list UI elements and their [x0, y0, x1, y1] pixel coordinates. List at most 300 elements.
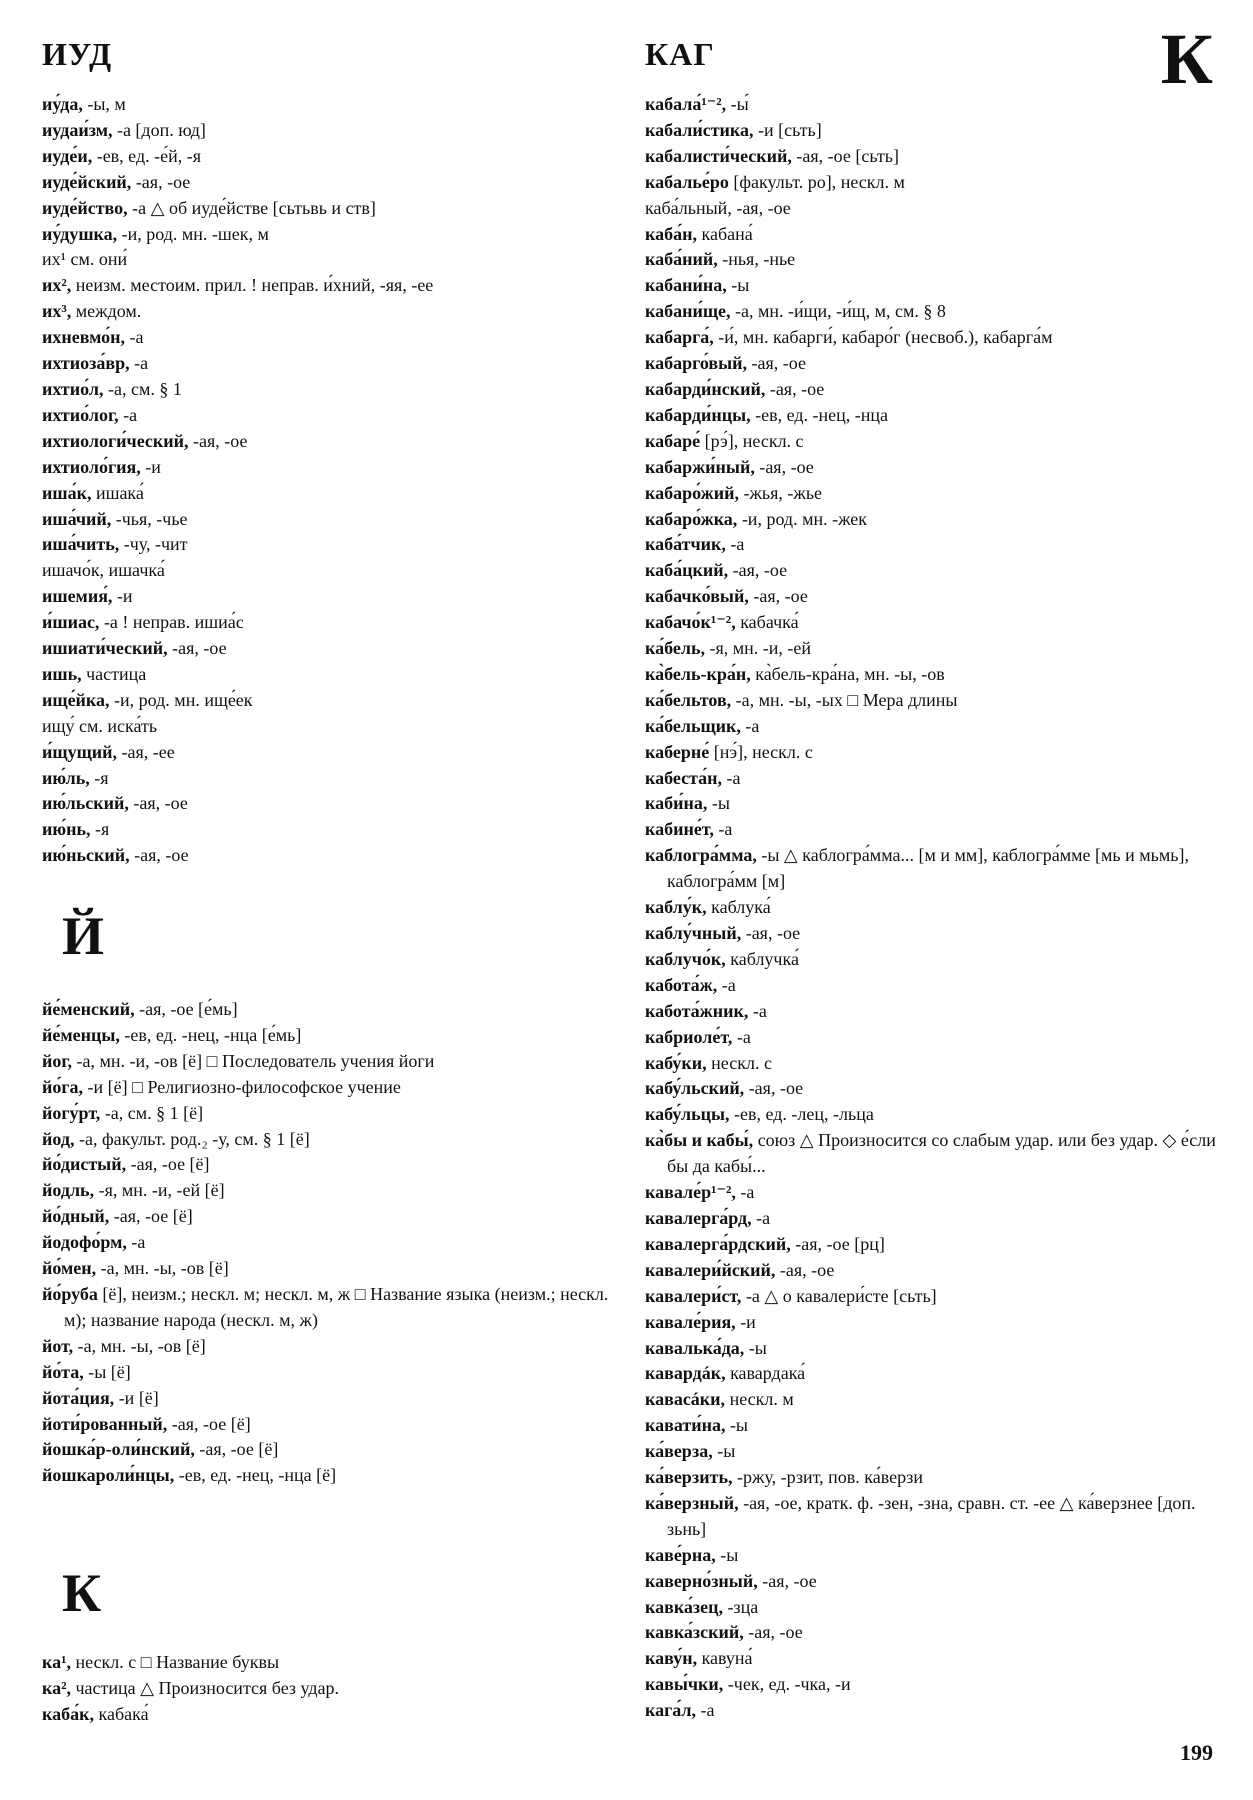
dictionary-entry — [42, 351, 612, 377]
entry-headword: каблу́к, — [645, 897, 707, 918]
dictionary-entry — [42, 740, 612, 766]
entry-headword: йо́мен, — [42, 1258, 97, 1279]
dictionary-entry — [42, 196, 612, 222]
dictionary-entry — [645, 1413, 1220, 1439]
entry-headword: йот, — [42, 1335, 74, 1356]
entry-text: -я — [89, 767, 109, 788]
right-running-head: КАГ — [645, 36, 715, 72]
dictionary-entry — [42, 1127, 622, 1153]
entry-text: нескл. с □ Название буквы — [71, 1652, 280, 1672]
dictionary-entry — [645, 1206, 1220, 1232]
dictionary-entry — [42, 1676, 612, 1702]
entry-headword: иша́к, — [42, 482, 92, 503]
entry-text: -ая, -ое — [129, 845, 189, 866]
dictionary-entry — [645, 1310, 1220, 1336]
entry-text: -ая, -ое — [744, 1078, 804, 1099]
entry-text: -а, мн. -ы, -ов [ё] — [96, 1258, 229, 1279]
dictionary-entry — [645, 558, 1220, 584]
entry-text: -ая, -ое [сьть] — [791, 145, 899, 166]
dictionary-entry — [645, 1465, 1220, 1491]
entry-text: -ая, -ое [рц] — [790, 1233, 885, 1254]
dictionary-entry — [645, 999, 1220, 1025]
entry-headword: каба́н, — [645, 223, 697, 244]
entry-text: -а — [713, 819, 733, 840]
entry-headword: каберне́ — [645, 741, 710, 762]
entry-list-iud — [42, 92, 612, 869]
entry-headword: и́щущий, — [42, 741, 118, 762]
entry-headword: каблу́чный, — [645, 923, 742, 943]
entry-text: -и́, мн. кабарги́, кабаро́г (несвоб.), кабарга́м — [713, 327, 1053, 348]
entry-headword: ихтио́лог, — [42, 404, 119, 425]
entry-text: -жья, -жье — [738, 482, 823, 503]
entry-text: кабана́ — [696, 223, 753, 244]
dictionary-entry — [42, 997, 622, 1023]
dictionary-entry — [42, 843, 612, 869]
entry-text: -а — [732, 1026, 751, 1047]
dictionary-entry — [42, 688, 612, 714]
dictionary-entry — [42, 532, 612, 558]
entry-text: -а, см. § 1 [ё] — [100, 1102, 204, 1123]
entry-headword: ка², — [42, 1677, 71, 1698]
entry-text: -и [ё] — [114, 1387, 159, 1408]
entry-headword: каве́рна, — [645, 1544, 716, 1565]
entry-text: -ая, -ое — [728, 560, 788, 581]
entry-headword: каба́ний, — [645, 249, 718, 270]
entry-headword: иуде́йский, — [42, 171, 132, 192]
entry-text: -ржу, -рзит, пов. ка́верзи — [732, 1467, 924, 1488]
entry-text: -и, род. мн. -шек, м — [117, 223, 269, 244]
dictionary-entry — [42, 1023, 622, 1049]
entry-list-k-left — [42, 1650, 612, 1728]
entry-headword: йо́дный, — [42, 1206, 110, 1227]
entry-headword: кабине́т, — [645, 819, 714, 840]
dictionary-entry — [645, 688, 1220, 714]
entry-headword: ию́нь, — [42, 819, 91, 840]
entry-headword: йо́га, — [42, 1076, 84, 1097]
dictionary-entry — [42, 170, 612, 196]
entry-text: -ев, ед. -нец, -нца [ё] — [174, 1465, 337, 1486]
dictionary-entry — [645, 481, 1220, 507]
entry-text: междом. — [71, 301, 142, 322]
dictionary-entry — [645, 1361, 1220, 1387]
dictionary-entry — [645, 455, 1220, 481]
dictionary-entry — [645, 325, 1220, 351]
dictionary-entry — [645, 947, 1220, 973]
entry-headword: кабаро́жий, — [645, 482, 739, 503]
entry-headword: кабарга́, — [645, 327, 714, 348]
entry-headword: кавка́зец, — [645, 1596, 724, 1617]
dictionary-entry — [42, 1334, 622, 1360]
entry-text: -ев, ед. -е́й, -я — [92, 145, 201, 166]
entry-headword: иуде́и, — [42, 145, 93, 166]
entry-text: кабака́ — [93, 1703, 149, 1724]
entry-headword: йоти́рованный, — [42, 1413, 168, 1434]
entry-text: -а △ о кавалери́сте [сьть] — [741, 1285, 937, 1306]
entry-headword: ка́бельтов, — [645, 689, 732, 710]
entry-headword: иу́да, — [42, 94, 83, 114]
entry-text: ка̀бель-кра́на, мн. -ы, -ов — [750, 663, 945, 684]
dictionary-entry — [645, 1491, 1220, 1543]
entry-headword: кабриоле́т, — [645, 1026, 733, 1047]
dictionary-entry — [645, 662, 1220, 688]
entry-text: -ев, ед. -лец, -льца — [729, 1104, 874, 1125]
entry-text: -ы — [725, 1415, 749, 1436]
entry-text: -ая, -ое — [748, 586, 808, 607]
entry-text: неизм. местоим. прил. ! неправ. и́хний, -яя, -ее — [71, 275, 434, 296]
entry-text: -ая, -ое [ё] — [109, 1206, 193, 1227]
entry-text: -чья, -чье — [111, 508, 188, 529]
entry-text: -и [ё] □ Религиозно-философское учение — [83, 1076, 401, 1097]
entry-text: -а, мн. -и, -ов [ё] □ Последователь учения йоги — [72, 1050, 435, 1071]
entry-headword: каблучо́к, — [645, 948, 726, 969]
entry-text: -а [доп. юд] — [112, 119, 206, 140]
dictionary-entry — [42, 558, 612, 584]
entry-text: [факульт. ро], нескл. м — [728, 171, 905, 192]
dictionary-entry — [42, 1256, 622, 1282]
entry-headword: йог, — [42, 1050, 73, 1071]
dictionary-entry — [645, 973, 1220, 999]
entry-headword: йо́дистый, — [42, 1154, 127, 1175]
entry-text: -а — [118, 404, 138, 425]
entry-headword: кабачко́вый, — [645, 586, 749, 607]
dictionary-entry — [645, 1672, 1220, 1698]
entry-headword: ихтиоза́вр, — [42, 353, 130, 374]
entry-headword: каба́к, — [42, 1703, 94, 1724]
entry-headword: кабалисти́ческий, — [645, 145, 792, 166]
entry-text: частица △ Произносится без удар. — [71, 1677, 340, 1698]
entry-text: кабачка́ — [735, 612, 799, 633]
entry-headword: кабарди́нцы, — [645, 404, 751, 425]
dictionary-entry — [42, 377, 612, 403]
entry-headword: кабота́жник, — [645, 1000, 749, 1021]
dictionary-entry — [42, 1230, 622, 1256]
dictionary-entry — [645, 351, 1220, 377]
dictionary-entry — [645, 118, 1220, 144]
entry-text: -ы — [726, 275, 750, 296]
dictionary-entry — [645, 247, 1220, 273]
entry-headword: ка¹, — [42, 1652, 71, 1672]
entry-headword: ка́бель, — [645, 638, 705, 659]
entry-text: нескл. с — [706, 1052, 772, 1073]
dictionary-entry — [42, 118, 612, 144]
entry-text: -и — [140, 456, 161, 477]
section-letter-k: К — [62, 1563, 102, 1623]
entry-headword: каби́на, — [645, 793, 708, 814]
dictionary-entry — [42, 584, 612, 610]
entry-headword: йод, — [42, 1128, 75, 1149]
entry-headword: йота́ция, — [42, 1387, 115, 1408]
dictionary-entry — [42, 714, 612, 740]
entry-headword: ка́верзный, — [645, 1492, 739, 1513]
dictionary-entry — [645, 1646, 1220, 1672]
entry-text: -а — [725, 534, 745, 555]
dictionary-entry — [42, 1178, 622, 1204]
entry-text: -а, см. § 1 — [103, 378, 182, 399]
dictionary-entry — [645, 843, 1220, 895]
dictionary-entry — [42, 144, 612, 170]
entry-text: кавуна́ — [697, 1648, 753, 1669]
entry-headword: кавалерга́рдский, — [645, 1233, 791, 1254]
dictionary-entry — [42, 1360, 622, 1386]
entry-headword: кабаржи́ный, — [645, 456, 755, 477]
dictionary-entry — [645, 610, 1220, 636]
dictionary-entry — [42, 403, 612, 429]
entry-headword: и́шиас, — [42, 612, 100, 633]
entry-headword: ка̀бы и кабы́, — [645, 1130, 754, 1151]
entry-text: -и — [735, 1311, 756, 1332]
dictionary-entry — [42, 273, 612, 299]
dictionary-entry — [645, 1102, 1220, 1128]
entry-headword: кавалери́ст, — [645, 1285, 742, 1306]
entry-text: -ы — [715, 1544, 739, 1565]
entry-text: -а — [126, 1232, 146, 1253]
entry-text: -а, мн. -ы, -ов [ё] — [73, 1335, 206, 1356]
dictionary-entry — [42, 1049, 622, 1075]
dictionary-entry — [645, 299, 1220, 325]
entry-text: -ы [ё] — [83, 1361, 131, 1382]
entry-text: -ая, -ое — [757, 1570, 817, 1591]
entry-text: каблука́ — [706, 897, 771, 918]
entry-text: -а — [735, 1182, 755, 1203]
entry-headword: кабачо́к¹⁻², — [645, 612, 736, 633]
entry-text: -ы́ — [726, 94, 749, 114]
dictionary-entry — [645, 895, 1220, 921]
entry-text: -ая, -ое [е́мь] — [134, 999, 238, 1019]
entry-headword: йе́менцы, — [42, 1024, 120, 1045]
entry-headword: кавасáки, — [645, 1389, 726, 1410]
entry-text: -ая, -ое [ё] — [194, 1439, 279, 1460]
entry-text: -ая, -ое, кратк. ф. -зен, -зна, сравн. ст. -ее △ ка́верзнее [доп. зьнь] — [667, 1492, 1196, 1539]
entry-text: кавардака́ — [725, 1363, 806, 1384]
section-letter-y: Й — [62, 906, 105, 966]
dictionary-entry — [645, 766, 1220, 792]
dictionary-entry — [42, 247, 612, 273]
dictionary-entry — [42, 325, 612, 351]
entry-headword: ище́йка, — [42, 689, 110, 710]
entry-text: -я — [90, 819, 110, 840]
entry-text: -ая, -ое — [775, 1259, 835, 1280]
dictionary-entry — [645, 1439, 1220, 1465]
dictionary-entry — [42, 1075, 622, 1101]
entry-headword: кавардáк, — [645, 1363, 726, 1384]
entry-headword: кабарго́вый, — [645, 353, 748, 374]
entry-headword: иу́душка, — [42, 223, 118, 244]
entry-headword: кабаро́жка, — [645, 508, 738, 529]
dictionary-entry — [42, 429, 612, 455]
entry-text: -чек, ед. -чка, -и — [723, 1674, 851, 1695]
dictionary-entry — [645, 1025, 1220, 1051]
dictionary-entry — [645, 273, 1220, 299]
entry-text: -ы △ каблогра́мма... [м и мм], каблогра́мме [мь и мьмь], каблогра́мм [м] — [667, 845, 1189, 892]
entry-headword: кавати́на, — [645, 1415, 726, 1436]
dictionary-entry — [42, 817, 612, 843]
entry-text: [рэ́], нескл. с — [700, 430, 804, 451]
entry-headword: кавале́рия, — [645, 1311, 736, 1332]
entry-headword: кабу́льский, — [645, 1078, 745, 1099]
dictionary-entry — [645, 1128, 1220, 1180]
entry-text: ишака́ — [91, 482, 144, 503]
entry-headword: кабани́на, — [645, 275, 727, 296]
entry-text: каблучка́ — [725, 948, 799, 969]
entry-text: -нья, -нье — [717, 249, 796, 270]
dictionary-entry — [645, 817, 1220, 843]
entry-text: -ая, -ее — [117, 741, 175, 762]
entry-list-y — [42, 997, 622, 1489]
entry-text: -чу, -чит — [119, 534, 188, 555]
entry-text: -ев, ед. -нец, -нца — [750, 404, 889, 425]
entry-headword: кавалерга́рд, — [645, 1207, 752, 1228]
dictionary-entry — [42, 1437, 622, 1463]
dictionary-entry — [645, 1051, 1220, 1077]
entry-headword: йо́руба — [42, 1283, 98, 1304]
dictionary-entry — [645, 636, 1220, 662]
dictionary-entry — [645, 1595, 1220, 1621]
entry-text: -я, мн. -и, -ей — [704, 638, 812, 659]
entry-headword: ию́ньский, — [42, 845, 130, 866]
entry-text: -ы — [744, 1337, 767, 1358]
entry-headword: каба́цкий, — [645, 560, 729, 581]
dictionary-entry — [645, 584, 1220, 610]
entry-text: -а — [751, 1207, 771, 1228]
entry-text: их¹ см. они́ — [42, 249, 128, 270]
dictionary-entry — [645, 222, 1220, 248]
dictionary-entry — [42, 1152, 622, 1178]
dictionary-entry — [645, 1284, 1220, 1310]
dictionary-entry — [42, 1650, 612, 1676]
entry-headword: ишемия́, — [42, 586, 113, 607]
dictionary-entry — [645, 740, 1220, 766]
dictionary-entry — [645, 1076, 1220, 1102]
entry-text: -зца — [723, 1596, 759, 1617]
dictionary-entry — [645, 377, 1220, 403]
entry-text: -а, факульт. род.₂ -у, см. § 1 [ё] — [74, 1128, 310, 1149]
entry-headword: кага́л, — [645, 1700, 697, 1721]
dictionary-entry — [42, 1204, 622, 1230]
dictionary-entry — [645, 1620, 1220, 1646]
entry-text: -ая, -ое — [743, 1622, 803, 1643]
dictionary-entry — [645, 196, 1220, 222]
dictionary-entry — [42, 92, 612, 118]
entry-headword: ихневмо́н, — [42, 327, 126, 348]
entry-text: -ая, -ое — [765, 378, 825, 399]
entry-text: союз △ Произносится со слабым удар. или без удар. ◇ е́сли бы да кабы́... — [667, 1130, 1216, 1177]
entry-text: -и — [112, 586, 133, 607]
dictionary-entry — [42, 1463, 622, 1489]
entry-text: -и [сьть] — [753, 119, 822, 140]
entry-headword: иудаи́зм, — [42, 119, 113, 140]
entry-text: -а △ об иуде́йстве [сьтьвь и ств] — [127, 197, 376, 218]
entry-headword: ка́верза, — [645, 1441, 713, 1462]
entry-text: -ая, -ое — [188, 430, 248, 451]
left-running-head: ИУД — [42, 36, 113, 72]
entry-headword: ка́верзить, — [645, 1467, 733, 1488]
entry-text: -а — [125, 327, 144, 348]
dictionary-entry — [645, 507, 1220, 533]
entry-headword: кабеста́н, — [645, 767, 722, 788]
entry-headword: иша́чить, — [42, 534, 120, 555]
entry-headword: кабалье́ро — [645, 171, 729, 192]
entry-headword: кабали́стика, — [645, 119, 754, 140]
entry-headword: йодль, — [42, 1180, 95, 1201]
dictionary-entry — [42, 636, 612, 662]
entry-headword: кабу́льцы, — [645, 1104, 730, 1125]
entry-text: -ы, м — [82, 94, 126, 114]
dictionary-entry — [42, 299, 612, 325]
entry-headword: кавка́зский, — [645, 1622, 744, 1643]
entry-text: -ая, -ое [ё] — [126, 1154, 210, 1175]
entry-headword: ишиати́ческий, — [42, 638, 168, 659]
entry-text: -а ! неправ. ишиа́с — [99, 612, 244, 633]
entry-text: -а — [129, 353, 149, 374]
dictionary-entry — [645, 144, 1220, 170]
entry-headword: кабота́ж, — [645, 974, 718, 995]
dictionary-entry — [42, 1101, 622, 1127]
entry-text: -ы — [707, 793, 730, 814]
entry-headword: йогу́рт, — [42, 1102, 101, 1123]
dictionary-entry — [645, 1387, 1220, 1413]
entry-headword: йодофо́рм, — [42, 1232, 127, 1253]
dictionary-entry — [645, 1569, 1220, 1595]
dictionary-entry — [42, 766, 612, 792]
entry-headword: кабани́ще, — [645, 301, 731, 322]
dictionary-entry — [645, 1698, 1220, 1724]
entry-text: -ая, -ое — [167, 638, 227, 659]
dictionary-entry — [645, 921, 1220, 947]
entry-headword: ию́льский, — [42, 793, 129, 814]
dictionary-entry — [645, 714, 1220, 740]
entry-text: частица — [81, 663, 147, 684]
entry-headword: кавалери́йский, — [645, 1259, 776, 1280]
entry-text: -и, род. мн. ище́ек — [109, 689, 253, 710]
dictionary-entry — [42, 507, 612, 533]
entry-headword: ихтиоло́гия, — [42, 456, 141, 477]
dictionary-entry — [645, 92, 1220, 118]
dictionary-entry — [645, 1180, 1220, 1206]
entry-text: -ы — [712, 1441, 736, 1462]
dictionary-entry — [645, 1336, 1220, 1362]
entry-headword: каба́тчик, — [645, 534, 726, 555]
entry-text: -ая, -ое — [754, 456, 814, 477]
entry-headword: ишь, — [42, 663, 82, 684]
entry-headword: кавале́р¹⁻², — [645, 1182, 736, 1203]
entry-headword: иша́чий, — [42, 508, 112, 529]
entry-headword: каблогра́мма, — [645, 845, 757, 866]
entry-text: -а — [748, 1000, 767, 1021]
entry-text: -ая, -ое — [128, 793, 188, 814]
entry-text: нескл. м — [725, 1389, 794, 1410]
entry-headword: ка́бельщик, — [645, 715, 741, 736]
entry-text: -а — [722, 767, 741, 788]
entry-text: -ая, -ое — [747, 353, 807, 374]
dictionary-entry — [645, 403, 1220, 429]
entry-headword: кавалька́да, — [645, 1337, 745, 1358]
entry-headword: ию́ль, — [42, 767, 90, 788]
dictionary-entry — [42, 1412, 622, 1438]
entry-headword: иуде́йство, — [42, 197, 128, 218]
entry-text: -ая, -ое — [741, 923, 801, 943]
entry-headword: йошка́р-оли́нский, — [42, 1439, 195, 1460]
dictionary-entry — [42, 1282, 622, 1334]
entry-headword: йе́менский, — [42, 999, 135, 1019]
entry-headword: кавы́чки, — [645, 1674, 724, 1695]
dictionary-entry — [42, 455, 612, 481]
entry-headword: ка̀бель-кра́н, — [645, 663, 751, 684]
entry-text: -и, род. мн. -жек — [737, 508, 868, 529]
dictionary-entry — [645, 1543, 1220, 1569]
entry-text: ищу́ см. иска́ть — [42, 715, 158, 736]
dictionary-entry — [42, 481, 612, 507]
dictionary-entry — [42, 662, 612, 688]
